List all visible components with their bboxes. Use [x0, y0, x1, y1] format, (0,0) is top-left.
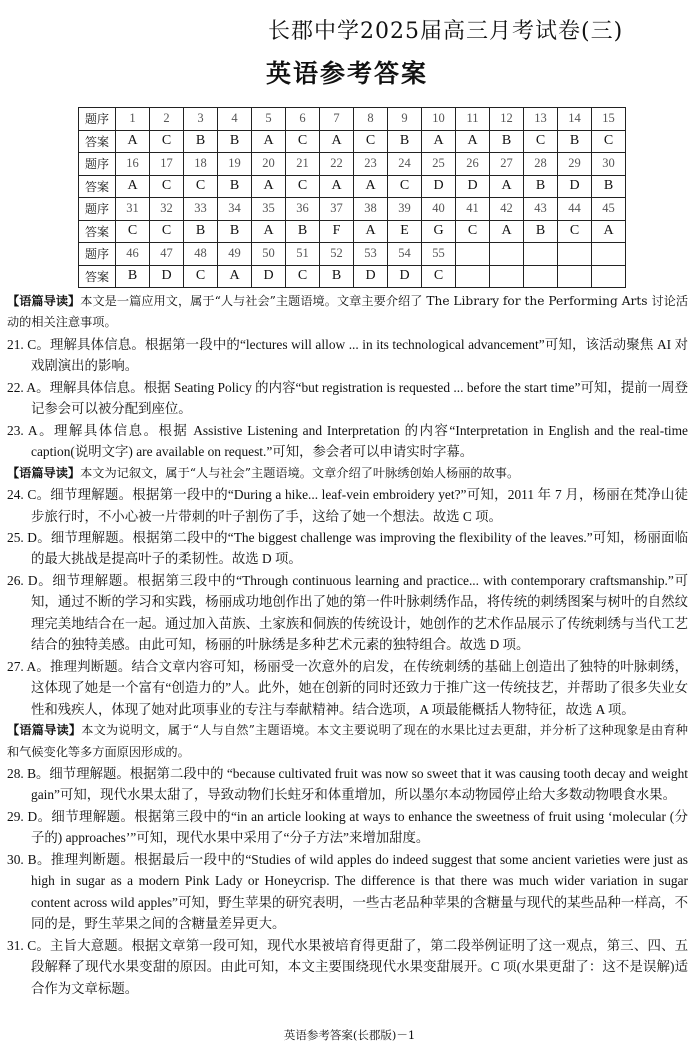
answer-cell: A: [456, 130, 490, 153]
question-number-row: [79, 198, 626, 221]
question-number-cell: 4: [218, 108, 252, 131]
answer-row: [79, 175, 626, 198]
row-label-question: 题序: [79, 153, 116, 176]
question-number-cell: 3: [184, 108, 218, 131]
answer-cell: A: [320, 130, 354, 153]
question-number-cell: 30: [592, 153, 626, 176]
question-number-cell: 11: [456, 108, 490, 131]
answer-explanation: 23. A。理解具体信息。根据 Assistive Listening and Interpretation 的内容“Interpretation in English and the real-time caption(说明文字) are available on request.”可知，参会者可以申请实时字幕。: [7, 422, 688, 460]
question-number-cell: 54: [388, 243, 422, 266]
answer-cell: B: [320, 265, 354, 288]
answer-cell: B: [218, 130, 252, 153]
question-number-cell: 41: [456, 198, 490, 221]
answer-row: [79, 130, 626, 153]
answer-cell: D: [422, 175, 456, 198]
answer-cell: B: [524, 175, 558, 198]
answer-cell: A: [116, 175, 150, 198]
page-title: 英语参考答案: [266, 59, 429, 88]
question-number-cell: 23: [354, 153, 388, 176]
question-number-cell: 24: [388, 153, 422, 176]
intro-tag: 【语篇导读】: [7, 465, 81, 480]
question-number-cell: 17: [150, 153, 184, 176]
row-label-answer: 答案: [79, 175, 116, 198]
intro-text: 本文为说明文，属于“人与自然”主题语境。本文主要说明了现在的水果比过去更甜，并分析了这种现象是由育种和气候变化等多方面原因形成的。: [7, 723, 688, 759]
answer-cell: A: [490, 220, 524, 243]
answer-cell: A: [490, 175, 524, 198]
question-number-cell: 31: [116, 198, 150, 221]
answer-cell: C: [354, 130, 388, 153]
answer-cell: C: [524, 130, 558, 153]
answer-cell: [558, 265, 592, 288]
answer-cell: D: [456, 175, 490, 198]
question-number-cell: 28: [524, 153, 558, 176]
answer-cell: F: [320, 220, 354, 243]
answer-cell: C: [184, 175, 218, 198]
question-number-cell: 37: [320, 198, 354, 221]
explanations: [7, 291, 688, 999]
answer-cell: C: [592, 130, 626, 153]
question-number-cell: 46: [116, 243, 150, 266]
answer-explanation: 21. C。理解具体信息。根据第一段中的“lectures will allow ... in its technological advancement”可知，该活动聚焦 AI 对戏剧演出的影响。: [7, 336, 688, 374]
question-number-cell: 34: [218, 198, 252, 221]
answer-explanation: 31. C。主旨大意题。根据文章第一段可知，现代水果被培育得更甜了，第二段举例证明了这一观点，第三、四、五段解释了现代水果变甜的原因。由此可知，本文主要围绕现代水果变甜展开。C 项(水果更甜了：这不是误解)适合作为文章标题。: [7, 937, 688, 996]
question-number-cell: 29: [558, 153, 592, 176]
question-number-cell: 12: [490, 108, 524, 131]
answer-cell: [592, 265, 626, 288]
question-number-cell: 26: [456, 153, 490, 176]
question-number-cell: 40: [422, 198, 456, 221]
question-number-cell: 16: [116, 153, 150, 176]
question-number-cell: 43: [524, 198, 558, 221]
answer-cell: C: [150, 175, 184, 198]
question-number-cell: [558, 243, 592, 266]
answer-cell: C: [116, 220, 150, 243]
question-number-row: [79, 243, 626, 266]
question-number-cell: 47: [150, 243, 184, 266]
answer-cell: B: [218, 175, 252, 198]
exam-title: 长郡中学2025届高三月考试卷(三): [268, 19, 624, 44]
question-number-cell: 48: [184, 243, 218, 266]
question-number-cell: 55: [422, 243, 456, 266]
answer-cell: [456, 265, 490, 288]
passage-intro: [7, 291, 688, 334]
answer-cell: B: [184, 220, 218, 243]
question-number-row: [79, 108, 626, 131]
question-number-row: [79, 153, 626, 176]
row-label-answer: 答案: [79, 220, 116, 243]
answer-cell: B: [592, 175, 626, 198]
answer-cell: E: [388, 220, 422, 243]
answer-cell: D: [252, 265, 286, 288]
answer-cell: C: [286, 265, 320, 288]
answer-cell: C: [558, 220, 592, 243]
answer-explanation: 24. C。细节理解题。根据第一段中的“During a hike... leaf-vein embroidery yet?”可知，2011 年 7 月，杨丽在梵净山徒步旅行时，不小心被一片带刺的叶子割伤了手，这给了她一个想法。故选 C 项。: [7, 487, 688, 524]
answer-cell: B: [524, 220, 558, 243]
answer-explanation: 25. D。细节理解题。根据第二段中的“The biggest challenge was improving the flexibility of the leaves.”可知，杨丽面临的最大挑战是提高叶子的柔韧性。故选 D 项。: [7, 529, 688, 567]
answer-cell: A: [320, 175, 354, 198]
answer-cell: A: [252, 220, 286, 243]
answer-cell: A: [116, 130, 150, 153]
answer-cell: B: [388, 130, 422, 153]
answer-cell: C: [150, 220, 184, 243]
question-number-cell: [456, 243, 490, 266]
answer-cell: D: [558, 175, 592, 198]
question-number-cell: 19: [218, 153, 252, 176]
question-number-cell: 2: [150, 108, 184, 131]
row-label-question: 题序: [79, 198, 116, 221]
question-number-cell: 13: [524, 108, 558, 131]
answer-explanation: 26. D。细节理解题。根据第三段中的“Through continuous learning and practice... with contemporary craftsmanship.”可知，通过不断的学习和实践，杨丽成功地创作出了她的第一件叶脉刺绣作品，将传统的刺绣图案与树叶的自然纹理完美地结合在一起。通过加入苗族、土家族和侗族的传统设计，她创作的艺术作品展示了传统刺绣与当代工艺结合的独特美感。由此可知，杨丽的叶脉绣是多种艺术元素的独特组合。故选 D 项。: [7, 572, 688, 653]
page-footer: 英语参考答案(长郡版)－1: [283, 1028, 416, 1042]
question-number-cell: 21: [286, 153, 320, 176]
answer-cell: A: [218, 265, 252, 288]
answer-explanation: 29. D。细节理解题。根据第三段中的“in an article looking at ways to enhance the sweetness of fruit using ‘molecular (分子的) approaches’”可知，现代水果中采用了“分子方法”来增加甜度。: [7, 808, 688, 846]
row-label-question: 题序: [79, 108, 116, 131]
answer-cell: A: [354, 220, 388, 243]
answer-cell: B: [218, 220, 252, 243]
passage-intro: [7, 720, 688, 763]
question-number-cell: 39: [388, 198, 422, 221]
answer-cell: B: [490, 130, 524, 153]
question-number-cell: [490, 243, 524, 266]
answer-cell: [490, 265, 524, 288]
answer-cell: D: [388, 265, 422, 288]
question-number-cell: 49: [218, 243, 252, 266]
question-number-cell: 14: [558, 108, 592, 131]
answer-cell: C: [286, 175, 320, 198]
intro-text: 本文是一篇应用文，属于“人与社会”主题语境。文章主要介绍了 The Library for the Performing Arts 讨论活动的相关注意事项。: [7, 294, 689, 330]
answer-explanation: 27. A。推理判断题。结合文章内容可知，杨丽受一次意外的启发，在传统刺绣的基础上创造出了独特的叶脉刺绣，这体现了她是一个富有“创造力的”人。此外，她在创新的同时还致力于推广这一传统技艺，并帮助了很多失业女性和残疾人，体现了她对此项事业的专注与奉献精神。结合选项，A 项最能概括人物特征，故选 A 项。: [7, 658, 688, 717]
intro-text: 本文为记叙文，属于“人与社会”主题语境。文章介绍了叶脉绣创始人杨丽的故事。: [80, 465, 520, 480]
question-number-cell: 45: [592, 198, 626, 221]
question-number-cell: 32: [150, 198, 184, 221]
question-number-cell: 5: [252, 108, 286, 131]
answer-table: [78, 107, 626, 288]
answer-cell: B: [558, 130, 592, 153]
answer-cell: B: [116, 265, 150, 288]
question-number-cell: 38: [354, 198, 388, 221]
answer-cell: A: [354, 175, 388, 198]
question-number-cell: 27: [490, 153, 524, 176]
question-number-cell: 18: [184, 153, 218, 176]
answer-cell: C: [286, 130, 320, 153]
question-number-cell: 9: [388, 108, 422, 131]
question-number-cell: 53: [354, 243, 388, 266]
answer-explanation: 30. B。推理判断题。根据最后一段中的“Studies of wild apples do indeed suggest that some ancient varieties were just as high in sugar as a modern Pink Lady or Honeycrisp. The difference is that there was much wider variation in sugar content across wild apples”可知，野生苹果的研究表明，一些古老品种苹果的含糖量与现代的某些品种一样高，不同的是，野生苹果之间的含糖量差异更大。: [7, 851, 688, 932]
question-number-cell: 22: [320, 153, 354, 176]
answer-row: [79, 220, 626, 243]
question-number-cell: 15: [592, 108, 626, 131]
question-number-cell: 20: [252, 153, 286, 176]
answer-cell: C: [388, 175, 422, 198]
question-number-cell: [592, 243, 626, 266]
question-number-cell: 1: [116, 108, 150, 131]
answer-cell: G: [422, 220, 456, 243]
question-number-cell: 10: [422, 108, 456, 131]
question-number-cell: 51: [286, 243, 320, 266]
question-number-cell: 44: [558, 198, 592, 221]
passage-intro: [7, 463, 688, 484]
answer-cell: A: [422, 130, 456, 153]
question-number-cell: 7: [320, 108, 354, 131]
row-label-answer: 答案: [79, 130, 116, 153]
question-number-cell: 50: [252, 243, 286, 266]
question-number-cell: 6: [286, 108, 320, 131]
answer-explanation: 22. A。理解具体信息。根据 Seating Policy 的内容“but registration is requested ... before the start time”可知，提前一周登记参会可以被分配到座位。: [7, 379, 688, 417]
answer-explanation: 28. B。细节理解题。根据第二段中的 “because cultivated fruit was now so sweet that it was causing tooth decay and weight gain”可知，现代水果太甜了，导致动物们长蛀牙和体重增加，所以墨尔本动物园停止给大多数动物喂食水果。: [7, 765, 688, 803]
question-number-cell: 42: [490, 198, 524, 221]
answer-cell: A: [252, 175, 286, 198]
question-number-cell: 35: [252, 198, 286, 221]
intro-tag: 【语篇导读】: [7, 294, 81, 308]
answer-cell: D: [354, 265, 388, 288]
answer-cell: C: [456, 220, 490, 243]
answer-row: [79, 265, 626, 288]
row-label-answer: 答案: [79, 265, 116, 288]
answer-cell: C: [184, 265, 218, 288]
question-number-cell: 8: [354, 108, 388, 131]
question-number-cell: [524, 243, 558, 266]
intro-tag: 【语篇导读】: [7, 723, 82, 738]
question-number-cell: 52: [320, 243, 354, 266]
question-number-cell: 36: [286, 198, 320, 221]
question-number-cell: 25: [422, 153, 456, 176]
answer-cell: [524, 265, 558, 288]
row-label-question: 题序: [79, 243, 116, 266]
answer-cell: D: [150, 265, 184, 288]
answer-cell: C: [422, 265, 456, 288]
answer-cell: B: [184, 130, 218, 153]
question-number-cell: 33: [184, 198, 218, 221]
answer-cell: C: [150, 130, 184, 153]
answer-cell: A: [252, 130, 286, 153]
answer-cell: B: [286, 220, 320, 243]
answer-cell: A: [592, 220, 626, 243]
